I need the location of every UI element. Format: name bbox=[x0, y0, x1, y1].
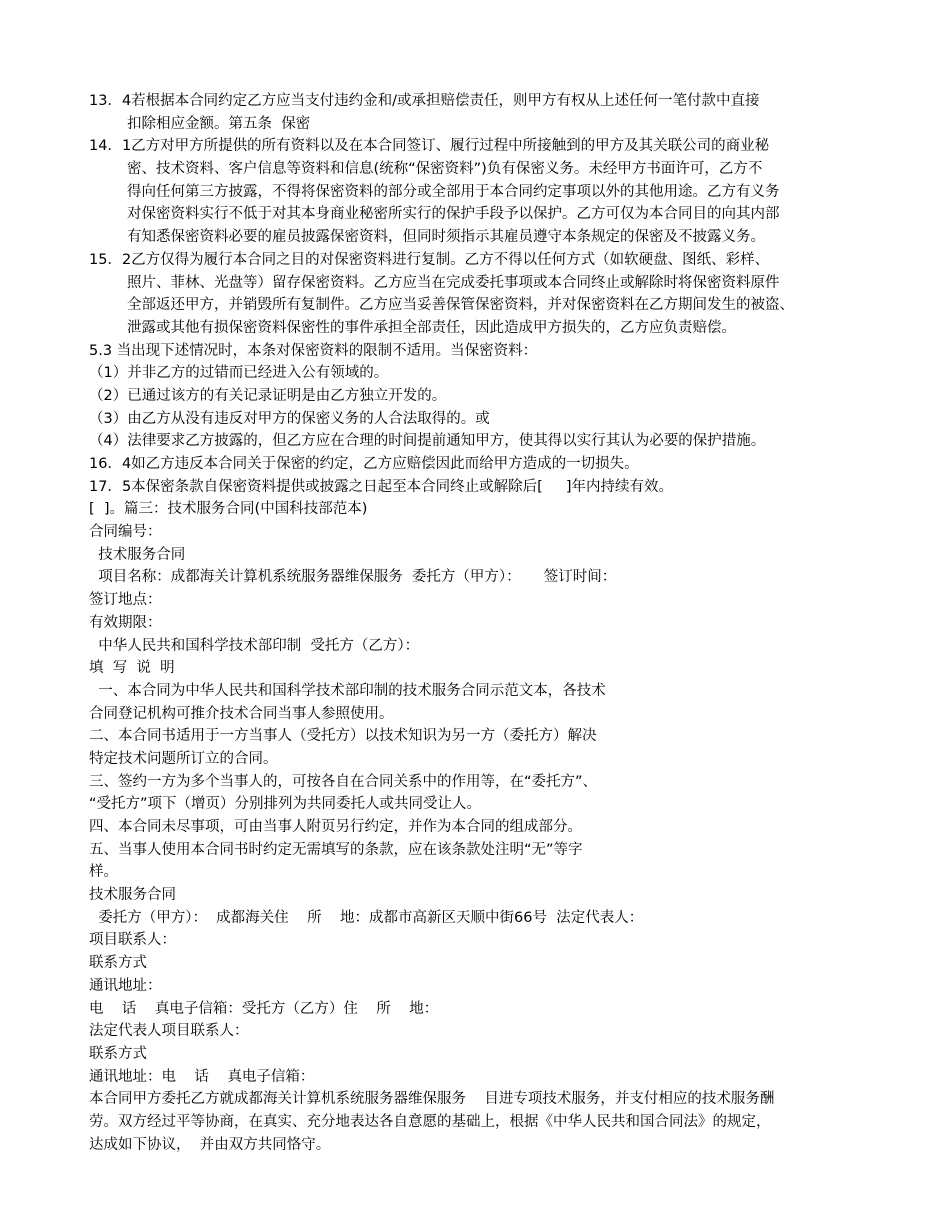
text-line: 三、签约一方为多个当事人的，可按各自在合同关系中的作用等，在“委托方”、 bbox=[89, 773, 598, 790]
text-line: 16．4如乙方违反本合同关于保密的约定，乙方应赔偿因此而给甲方造成的一切损失。 bbox=[89, 456, 639, 472]
text-line: 法定代表人项目联系人： bbox=[89, 1023, 249, 1040]
text-line: 项目名称：成都海关计算机系统服务器维保服务 委托方（甲方）： 签订时间： bbox=[89, 569, 617, 586]
text-line: 四、本合同未尽事项，可由当事人附页另行约定，并作为本合同的组成部分。 bbox=[89, 819, 582, 835]
document-body bbox=[89, 90, 889, 1156]
text-line: 特定技术问题所订立的合同。 bbox=[89, 750, 278, 767]
text-line: 全部返还甲方，并销毁所有复制件。乙方应当妥善保管保密资料，并对保密资料在乙方期间发生的被盗、 bbox=[127, 297, 794, 314]
text-line: “受托方”项下（增页）分别排列为共同委托人或共同受让人。 bbox=[89, 796, 482, 813]
text-line: 技术服务合同 bbox=[89, 546, 186, 563]
text-line: 有知悉保密资料必要的雇员披露保密资料，但同时须指示其雇员遵守本条规定的保密及不披露义务。 bbox=[127, 229, 765, 246]
text-line: 一、本合同为中华人民共和国科学技术部印制的技术服务合同示范文本，各技术 bbox=[89, 682, 606, 699]
text-line: （3）由乙方从没有违反对甲方的保密义务的人合法取得的。或 bbox=[89, 410, 490, 427]
text-line: 15．2乙方仅得为履行本合同之目的对保密资料进行复制。乙方不得以任何方式（如软硬盘、图纸、彩样、 bbox=[89, 251, 770, 268]
text-line: 电 话 真电子信箱：受托方（乙方）住 所 地： bbox=[89, 1000, 439, 1017]
text-line: 委托方（甲方）： 成都海关住 所 地：成都市高新区天顺中街66号 法定代表人： bbox=[89, 909, 644, 926]
text-line: 密、技术资料、客户信息等资料和信息(统称“保密资料”)负有保密义务。未经甲方书面许可，乙方不 bbox=[127, 161, 763, 178]
text-line: 17．5本保密条款自保密资料提供或披露之日起至本合同终止或解除后[ ]年内持续有效。 bbox=[89, 478, 674, 495]
text-line: 合同登记机构可推介技术合同当事人参照使用。 bbox=[89, 705, 394, 722]
text-line: 通讯地址：电 话 真电子信箱： bbox=[89, 1068, 315, 1085]
text-line: 对保密资料实行不低于对其本身商业秘密所实行的保护手段予以保护。乙方可仅为本合同目的向其内部 bbox=[127, 206, 780, 223]
text-line: 二、本合同书适用于一方当事人（受托方）以技术知识为另一方（委托方）解决 bbox=[89, 728, 597, 745]
text-line: 联系方式 bbox=[89, 1045, 147, 1062]
text-line: （1）并非乙方的过错而已经进入公有领域的。 bbox=[89, 365, 389, 382]
text-line: 通讯地址： bbox=[89, 977, 162, 994]
text-line: （2）已通过该方的有关记录证明是由乙方独立开发的。 bbox=[89, 387, 447, 404]
text-line: 有效期限： bbox=[89, 614, 162, 631]
text-line: 项目联系人： bbox=[89, 932, 176, 949]
text-line: 签订地点： bbox=[89, 592, 162, 609]
text-line: 联系方式 bbox=[89, 955, 147, 972]
text-line: 技术服务合同 bbox=[89, 887, 176, 904]
text-line: 中华人民共和国科学技术部印制 受托方（乙方）： bbox=[89, 637, 420, 654]
text-line: 14．1乙方对甲方所提供的所有资料以及在本合同签订、履行过程中所接触到的甲方及其关联公司的商业秘 bbox=[89, 138, 770, 155]
text-line: 劳。双方经过平等协商，在真实、充分地表达各自意愿的基础上，根据《中华人民共和国合同法》的规定， bbox=[89, 1113, 771, 1130]
text-line: 达成如下协议， 并由双方共同恪守。 bbox=[89, 1136, 331, 1153]
text-line: 本合同甲方委托乙方就成都海关计算机系统服务器维保服务 目进专项技术服务，并支付相应的技术服务酬 bbox=[89, 1091, 775, 1108]
text-line: 13．4若根据本合同约定乙方应当支付违约金和/或承担赔偿责任，则甲方有权从上述任何一笔付款中直接 bbox=[89, 93, 760, 109]
text-line: 五、当事人使用本合同书时约定无需填写的条款，应在该条款处注明“无”等字 bbox=[89, 841, 583, 858]
text-line: 扣除相应金额。第五条 保密 bbox=[127, 115, 311, 132]
text-line: 照片、菲林、光盘等）留存保密资料。乙方应当在完成委托事项或本合同终止或解除时将保密资料原件 bbox=[127, 274, 780, 291]
text-line: 填 写 说 明 bbox=[89, 660, 175, 677]
text-line: 样。 bbox=[89, 864, 118, 881]
text-line: 泄露或其他有损保密资料保密性的事件承担全部责任，因此造成甲方损失的，乙方应负责赔偿。 bbox=[127, 319, 736, 336]
text-line: （4）法律要求乙方披露的，但乙方应在合理的时间提前通知甲方，使其得以实行其认为必要的保护措施。 bbox=[89, 433, 766, 450]
text-line: 合同编号： bbox=[89, 524, 162, 541]
text-line: [ ]。篇三：技术服务合同(中国科技部范本) bbox=[89, 501, 368, 518]
text-line: 得向任何第三方披露，不得将保密资料的部分或全部用于本合同约定事项以外的其他用途。乙方有义务 bbox=[127, 183, 780, 200]
text-line: 5.3 当出现下述情况时，本条对保密资料的限制不适用。当保密资料： bbox=[89, 342, 538, 359]
